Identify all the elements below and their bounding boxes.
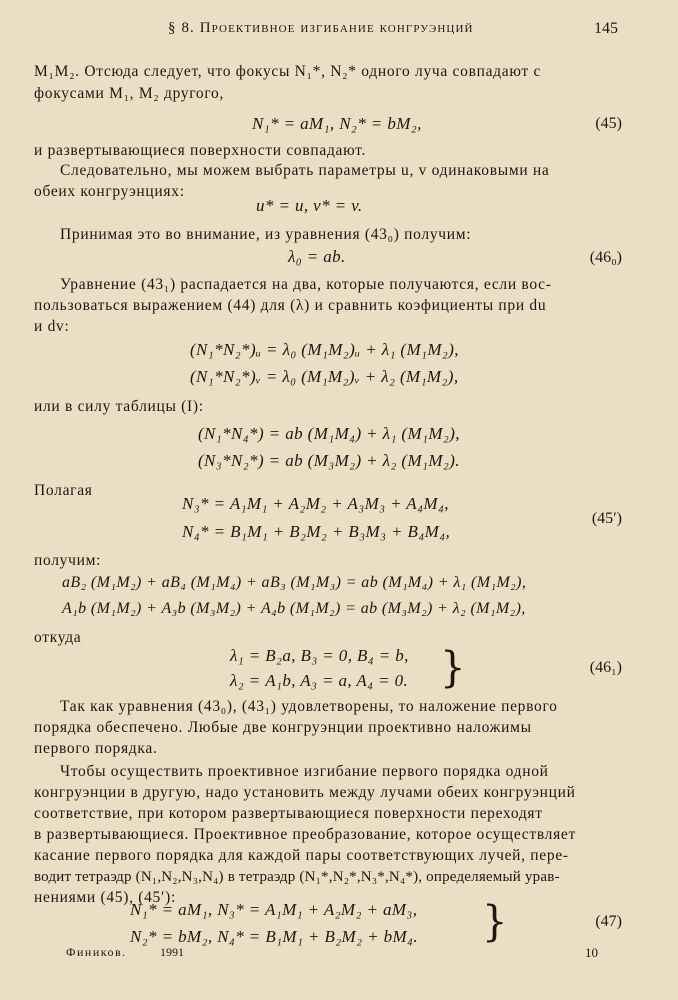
text-line: обеих конгруэнциях: [34, 183, 185, 200]
page-header [0, 20, 678, 42]
text-line: и развертывающиеся поверхности совпадают. [34, 142, 367, 159]
equation-line: (N₁*N₂*)ᵤ = λ₀ (M₁M₂)ᵤ + λ₁ (M₁M₂), [190, 340, 459, 359]
page-number: 145 [594, 20, 618, 37]
equation-46-0: λ₀ = ab. [288, 247, 346, 266]
text-line: откуда [34, 629, 82, 646]
footer-signature: 10 [585, 945, 598, 960]
text-line: водит тетраэдр (N₁,N₂,N₃,N₄) в тетраэдр (N₁*,N₂*,N₃*,N₄*), определяемый урав- [34, 869, 560, 885]
equation-line: aB₂ (M₁M₂) + aB₄ (M₁M₄) + aB₃ (M₁M₃) = ab (M₁M₄) + λ₁ (M₁M₂), [62, 574, 527, 591]
footer-year: 1991 [160, 945, 184, 959]
equation-number: (46₀) [589, 249, 622, 266]
text-line: порядка обеспечено. Любые две конгруэнции проективно наложимы [34, 719, 532, 736]
running-title: § 8. Проективное изгибание конгруэнций [168, 20, 474, 36]
equation-line: N₁* = aM₁, N₃* = A₁M₁ + A₂M₂ + aM₃, [130, 900, 418, 919]
equation-line: (N₃*N₂*) = ab (M₃M₂) + λ₂ (M₁M₂). [198, 451, 460, 470]
equation-number: (45) [595, 115, 622, 132]
text-line: Принимая это во внимание, из уравнения (43₀) получим: [60, 226, 472, 243]
text-line: Полагая [34, 482, 93, 499]
text-line: касание первого порядка для каждой пары соответствующих лучей, пере- [34, 847, 569, 864]
text-line: соответствие, при котором развертывающиеся поверхности переходят [34, 805, 543, 822]
text-line: в развертывающиеся. Проективное преобразование, которое осуществляет [34, 826, 576, 843]
text-line: первого порядка. [34, 740, 158, 757]
equation-number: (45′) [591, 510, 622, 527]
equation-uv: u* = u, v* = v. [256, 196, 363, 215]
text-line: Уравнение (43₁) распадается на два, которые получаются, если вос- [60, 276, 552, 293]
right-brace-icon: } [440, 643, 466, 693]
equation-line: (N₁*N₄*) = ab (M₁M₄) + λ₁ (M₁M₂), [198, 424, 460, 443]
equation-line: λ₂ = A₁b, A₃ = a, A₄ = 0. [230, 671, 409, 690]
equation-line: λ₁ = B₂a, B₃ = 0, B₄ = b, [230, 646, 409, 665]
text-line: фокусами M₁, M₂ другого, [34, 85, 225, 102]
equation-45: N₁* = aM₁, N₂* = bM₂, [252, 114, 422, 133]
text-line: Чтобы осуществить проективное изгибание первого порядка одной [60, 763, 549, 780]
text-line: пользоваться выражением (44) для (λ) и сравнить коэфициенты при du [34, 297, 547, 314]
equation-line: A₁b (M₁M₂) + A₃b (M₃M₂) + A₄b (M₁M₂) = ab (M₃M₂) + λ₂ (M₁M₂), [62, 600, 526, 617]
equation-number: (46₁) [589, 659, 622, 676]
right-brace-icon: } [482, 897, 508, 947]
equation-number: (47) [595, 913, 622, 930]
text-line: Следовательно, мы можем выбрать параметры u, v одинаковыми на [60, 162, 550, 179]
text-line: M₁M₂. Отсюда следует, что фокусы N₁*, N₂* одного луча совпадают с [34, 63, 542, 80]
text-line: конгруэнции в другую, надо установить между лучами обеих конгруэнций [34, 784, 576, 801]
text-line: и dv: [34, 318, 70, 335]
text-line: получим: [34, 552, 102, 569]
text-line: нениями (45), (45′): [34, 889, 176, 906]
equation-line: N₃* = A₁M₁ + A₂M₂ + A₃M₃ + A₄M₄, [182, 494, 449, 513]
text-line: или в силу таблицы (I): [34, 398, 204, 415]
text-line: Так как уравнения (43₀), (43₁) удовлетворены, то наложение первого [60, 698, 558, 715]
equation-line: N₄* = B₁M₁ + B₂M₂ + B₃M₃ + B₄M₄, [182, 522, 451, 541]
equation-line: N₂* = bM₂, N₄* = B₁M₁ + B₂M₂ + bM₄. [130, 927, 419, 946]
equation-line: (N₁*N₂*)ᵥ = λ₀ (M₁M₂)ᵥ + λ₂ (M₁M₂), [190, 367, 459, 386]
footer-author: Фиников. [66, 945, 127, 959]
